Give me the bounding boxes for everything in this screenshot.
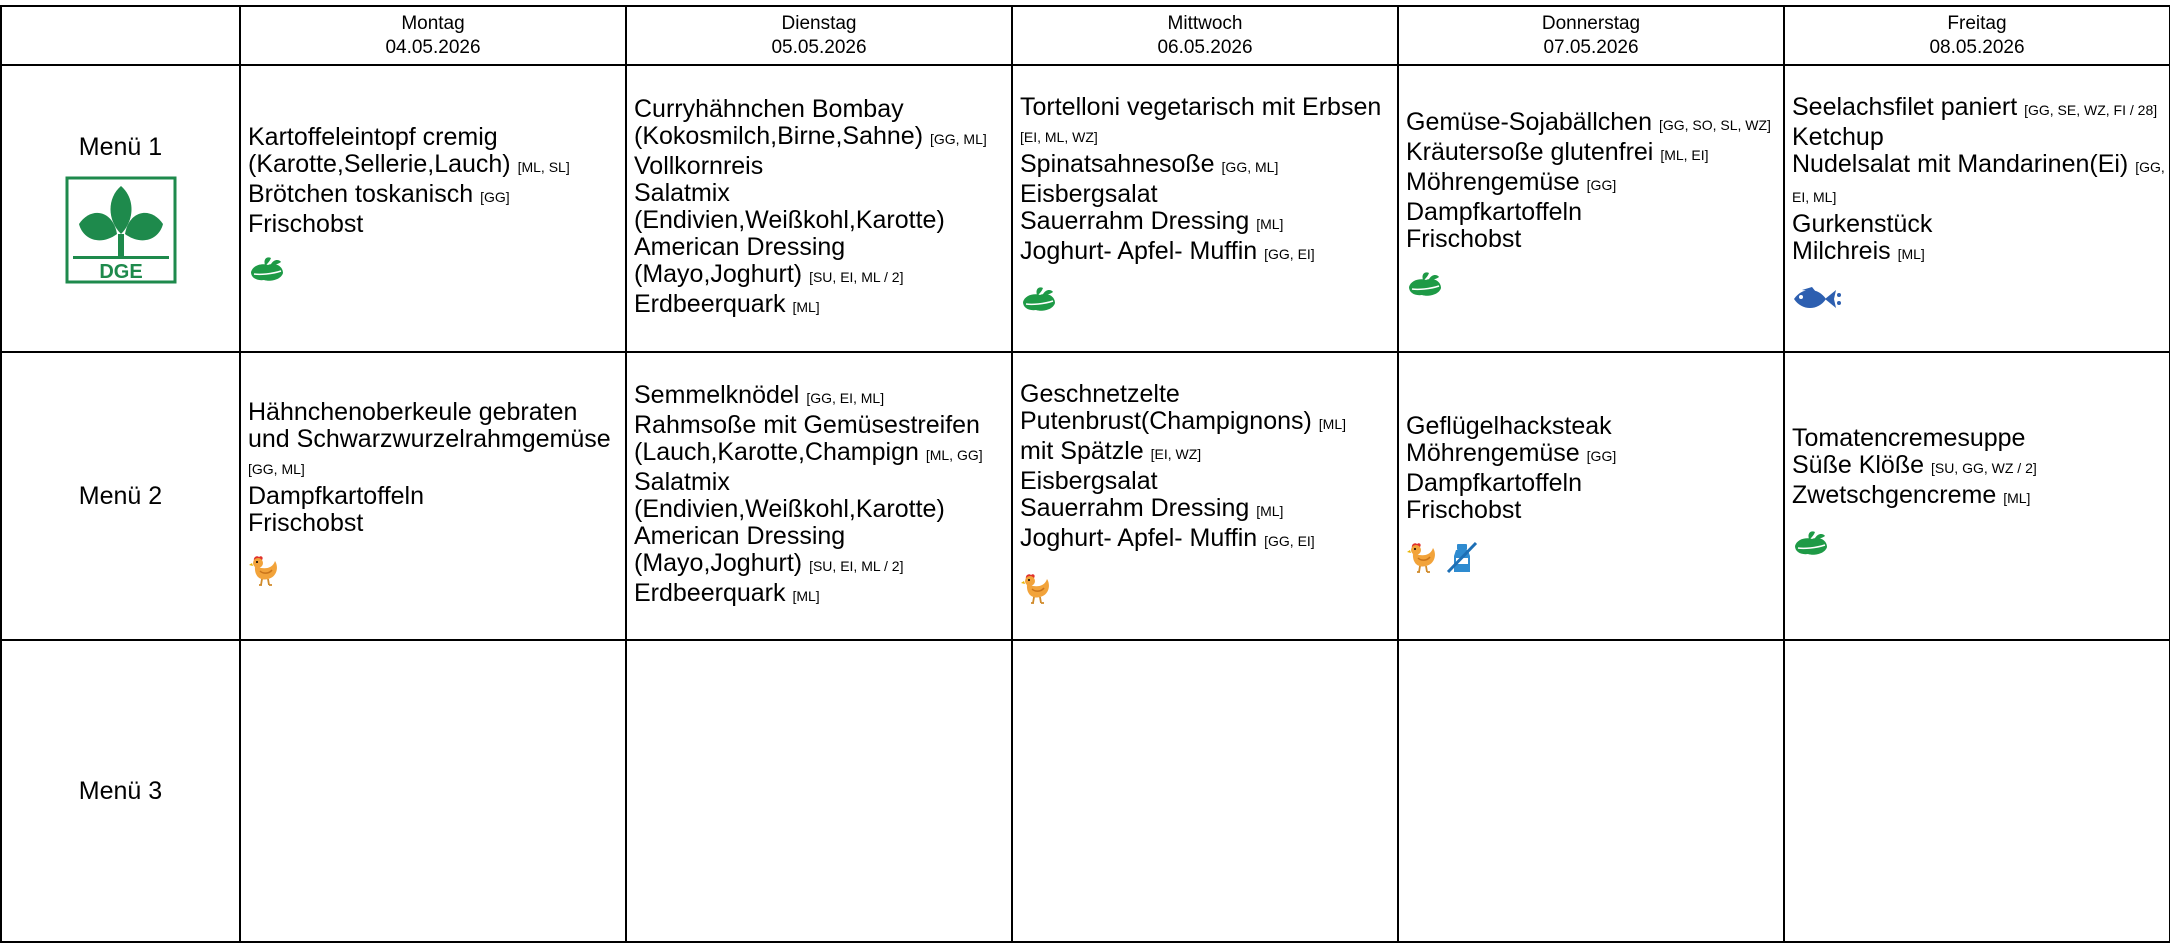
menu-cell-tuesday — [626, 352, 1012, 640]
fish-icon — [1792, 284, 1844, 319]
dish-name: Brötchen toskanisch — [248, 179, 474, 208]
day-date: 05.05.2026 — [771, 36, 867, 58]
dish-name: Möhrengemüse — [1406, 438, 1580, 467]
dish-line — [1020, 468, 1393, 495]
food-icons — [1406, 540, 1779, 580]
allergen-codes: [GG] — [1586, 447, 1617, 464]
dish-line — [1792, 124, 2165, 151]
menu-cell-friday — [1784, 640, 2170, 942]
allergen-codes: [GG] — [1586, 176, 1617, 193]
food-icons — [1020, 284, 1393, 324]
dish-name: Joghurt- Apfel- Muffin — [1020, 524, 1258, 552]
dish-name: Joghurt- Apfel- Muffin — [1020, 236, 1258, 265]
dish-line — [634, 180, 1007, 234]
menu-row-2 — [1, 352, 2170, 640]
dish-line — [634, 96, 1007, 153]
dish-name: Ketchup — [1792, 122, 1884, 151]
dish-name: Spinatsahnesoße — [1020, 149, 1215, 178]
food-icons — [1406, 269, 1779, 309]
allergen-codes: [ML] — [1897, 245, 1925, 262]
allergen-codes: [GG, ML] — [1221, 158, 1279, 175]
dish-name: Seelachsfilet paniert — [1792, 92, 2018, 121]
dish-name: Gurkenstück — [1792, 209, 1933, 238]
dish-name: Gemüse-Sojabällchen — [1406, 107, 1652, 136]
dish-name: Semmelknödel — [634, 381, 800, 409]
menu-label: Menü 2 — [78, 481, 163, 510]
dish-name: Curryhähnchen Bombay (Kokosmilch,Birne,Sahne) — [634, 95, 924, 150]
dish-line — [634, 153, 1007, 180]
dish-line — [248, 483, 621, 510]
menu-cell-thursday — [1398, 65, 1784, 352]
allergen-codes: [GG, EI, ML] — [806, 390, 885, 406]
day-date: 04.05.2026 — [385, 36, 481, 58]
dish-line — [634, 234, 1007, 291]
dish-name: Frischobst — [1406, 495, 1522, 524]
menu-cell-monday — [240, 352, 626, 640]
allergen-codes: [GG, SE, WZ, FI / 28] — [2024, 101, 2158, 118]
dish-name: Frischobst — [248, 509, 364, 537]
dish-name: Salatmix (Endivien,Weißkohl,Karotte) — [634, 468, 945, 523]
chicken-icon — [248, 553, 280, 592]
day-date: 08.05.2026 — [1929, 36, 2025, 58]
menu-cell-thursday — [1398, 640, 1784, 942]
menu-label-cell — [1, 65, 240, 352]
dish-line — [1020, 151, 1393, 181]
dish-line — [248, 181, 621, 211]
day-header-friday — [1784, 6, 2170, 65]
food-icons — [1792, 284, 2165, 324]
menu-cell-monday — [240, 640, 626, 942]
dish-name: Sauerrahm Dressing — [1020, 206, 1250, 235]
dish-name: Zwetschgencreme — [1792, 480, 1997, 509]
dish-name: Geschnetzelte Putenbrust(Champignons) — [1020, 380, 1312, 435]
day-name: Dienstag — [781, 12, 857, 34]
food-icons — [1020, 571, 1393, 611]
allergen-codes: [GG] — [480, 188, 510, 205]
vegetarian-icon — [1792, 528, 1830, 563]
chicken-icon — [1406, 540, 1438, 579]
menu-cell-tuesday — [626, 640, 1012, 942]
allergen-codes: [GG, EI] — [1264, 245, 1315, 262]
dish-line — [634, 382, 1007, 412]
allergen-codes: [GG, ML] — [929, 131, 987, 147]
vegetarian-icon — [1020, 284, 1058, 319]
day-name: Mittwoch — [1167, 12, 1243, 34]
dish-name: Eisbergsalat — [1020, 467, 1158, 495]
dish-line — [634, 523, 1007, 580]
allergen-codes: [GG, SO, SL, WZ] — [1658, 116, 1771, 133]
dish-line — [1406, 440, 1779, 470]
allergen-codes: [ML] — [792, 588, 820, 604]
day-date: 06.05.2026 — [1157, 36, 1253, 58]
dish-line — [1406, 413, 1779, 440]
day-header-tuesday — [626, 6, 1012, 65]
dish-name: Erdbeerquark — [634, 579, 786, 607]
dish-line — [1792, 238, 2165, 268]
day-name: Montag — [401, 12, 465, 34]
dish-name: Hähnchenoberkeule gebraten und Schwarzwurzelrahmgemüse — [248, 398, 611, 453]
food-icons — [1792, 528, 2165, 568]
dish-line — [1406, 139, 1779, 169]
dish-name: Kartoffeleintopf cremig (Karotte,Sellerie,Lauch) — [248, 122, 511, 178]
dish-name: Geflügelhacksteak — [1406, 411, 1612, 440]
dish-line — [1792, 425, 2165, 452]
menu-cell-friday — [1784, 352, 2170, 640]
allergen-codes: [ML] — [792, 299, 820, 315]
dish-line — [1406, 470, 1779, 497]
dish-line — [1792, 211, 2165, 238]
menu-row-1 — [1, 65, 2170, 352]
dish-name: Vollkornreis — [634, 152, 764, 180]
dish-line — [1020, 208, 1393, 238]
allergen-codes: [ML] — [2003, 489, 2031, 506]
allergen-codes: [SU, GG, WZ / 2] — [1930, 459, 2037, 476]
no-milk-icon — [1444, 540, 1480, 579]
dish-name: Eisbergsalat — [1020, 179, 1158, 208]
dish-name: Möhrengemüse — [1406, 167, 1580, 196]
dish-line — [1792, 94, 2165, 124]
dish-line — [248, 510, 621, 537]
dish-line — [1020, 438, 1393, 468]
dish-line — [1406, 226, 1779, 253]
dish-name: Kräutersoße glutenfrei — [1406, 137, 1654, 166]
corner-cell — [1, 6, 240, 65]
allergen-codes: [ML] — [1256, 215, 1284, 232]
dish-line — [248, 399, 621, 483]
dish-line — [248, 124, 621, 181]
food-icons — [248, 254, 621, 294]
day-name: Freitag — [1947, 12, 2007, 34]
menu-label: Menü 1 — [78, 133, 163, 161]
chicken-icon — [1020, 571, 1052, 610]
menu-cell-wednesday — [1012, 65, 1398, 352]
dish-name: Rahmsoße mit Gemüsestreifen (Lauch,Karotte,Champign — [634, 411, 980, 466]
allergen-codes: [ML, EI] — [1660, 146, 1709, 163]
dish-name: Dampfkartoffeln — [1406, 468, 1583, 497]
dish-line — [634, 291, 1007, 321]
dish-name: Dampfkartoffeln — [1406, 197, 1583, 226]
menu-cell-tuesday — [626, 65, 1012, 352]
dish-line — [1020, 495, 1393, 525]
dish-line — [248, 211, 621, 238]
food-icons — [248, 553, 621, 593]
allergen-codes: [SU, EI, ML / 2] — [809, 558, 904, 574]
dish-name: Tomatencremesuppe — [1792, 423, 2026, 452]
dish-name: American Dressing (Mayo,Joghurt) — [634, 233, 846, 288]
dish-line — [1792, 151, 2165, 211]
allergen-codes: [GG, EI] — [1264, 533, 1315, 549]
dish-name: Sauerrahm Dressing — [1020, 494, 1250, 522]
day-date: 07.05.2026 — [1543, 36, 1639, 58]
dish-line — [1792, 482, 2165, 512]
vegetarian-icon — [248, 254, 286, 289]
dish-name: mit Spätzle — [1020, 437, 1144, 465]
menu-cell-thursday — [1398, 352, 1784, 640]
menu-label-cell — [1, 640, 240, 942]
dge-logo — [65, 176, 177, 284]
allergen-codes: [GG, ML] — [248, 461, 305, 477]
dish-name: Süße Klöße — [1792, 450, 1925, 479]
dish-line — [1020, 238, 1393, 268]
dish-line — [1020, 381, 1393, 438]
dish-line — [1020, 525, 1393, 555]
dish-name: Erdbeerquark — [634, 290, 786, 318]
dge-logo-text: DGE — [98, 261, 143, 283]
allergen-codes: [ML, GG] — [925, 447, 983, 463]
dish-name: Dampfkartoffeln — [248, 482, 425, 510]
dish-line — [1020, 181, 1393, 208]
menu-cell-monday — [240, 65, 626, 352]
dish-line — [1792, 452, 2165, 482]
allergen-codes: [GG, EI, ML] — [1792, 158, 2165, 205]
dish-name: Frischobst — [1406, 224, 1522, 253]
menu-cell-wednesday — [1012, 352, 1398, 640]
vegetarian-icon — [1406, 269, 1444, 304]
dish-name: Nudelsalat mit Mandarinen(Ei) — [1792, 149, 2129, 178]
allergen-codes: [EI, ML, WZ] — [1020, 128, 1098, 145]
dish-line — [1406, 497, 1779, 524]
dish-name: Frischobst — [248, 209, 364, 238]
dish-line — [634, 580, 1007, 610]
allergen-codes: [ML, SL] — [517, 158, 570, 175]
dish-line — [634, 412, 1007, 469]
day-name: Donnerstag — [1541, 12, 1641, 34]
dish-line — [1406, 109, 1779, 139]
dish-name: American Dressing (Mayo,Joghurt) — [634, 522, 846, 577]
allergen-codes: [EI, WZ] — [1150, 446, 1202, 462]
allergen-codes: [ML] — [1318, 416, 1347, 432]
day-header-monday — [240, 6, 626, 65]
header-row — [1, 6, 2170, 65]
menu-row-3 — [1, 640, 2170, 942]
dish-name: Milchreis — [1792, 236, 1891, 265]
dish-name: Tortelloni vegetarisch mit Erbsen — [1020, 92, 1382, 121]
menu-cell-wednesday — [1012, 640, 1398, 942]
menu-cell-friday — [1784, 65, 2170, 352]
dish-name: Salatmix (Endivien,Weißkohl,Karotte) — [634, 179, 945, 234]
dish-line — [1020, 94, 1393, 151]
dish-line — [1406, 199, 1779, 226]
allergen-codes: [SU, EI, ML / 2] — [809, 269, 904, 285]
menu-label-cell — [1, 352, 240, 640]
allergen-codes: [ML] — [1256, 503, 1284, 519]
dish-line — [634, 469, 1007, 523]
dish-line — [1406, 169, 1779, 199]
menu-label: Menü 3 — [78, 776, 163, 805]
menu-plan-table — [0, 5, 2170, 943]
day-header-thursday — [1398, 6, 1784, 65]
day-header-wednesday — [1012, 6, 1398, 65]
